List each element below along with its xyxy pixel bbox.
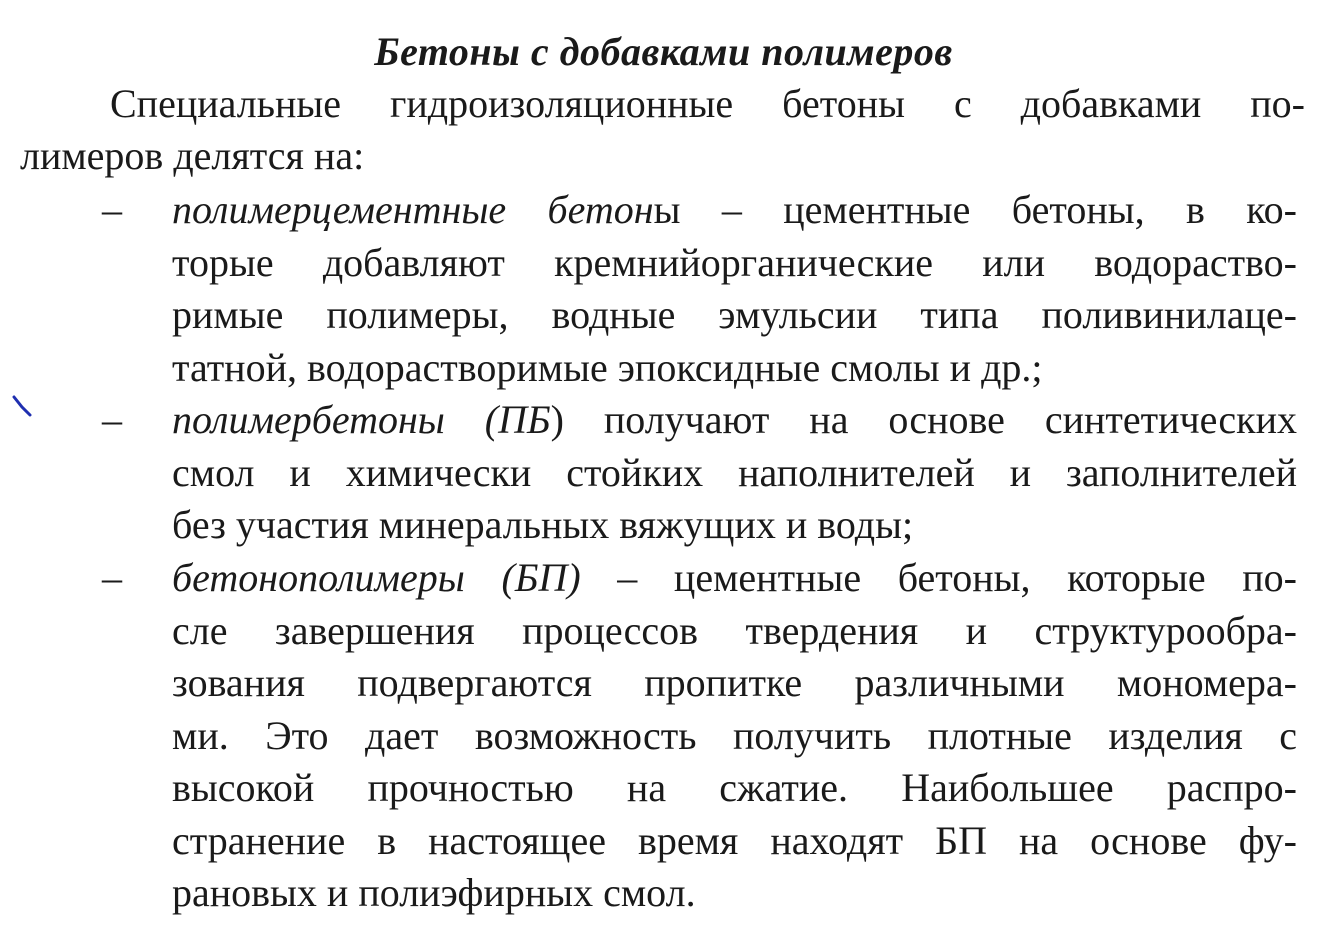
item-line-rest: цементные бетоны, которые по- [637,555,1297,600]
item-line: римые полимеры, водные эмульсии типа поливинилаце- [172,292,1297,337]
section-title: Бетоны с добавками полимеров [374,29,953,74]
list-item-text [172,394,1297,552]
item-line: рановых и полиэфирных смол. [172,870,696,915]
item-line: сле завершения процессов твердения и структурообра- [172,607,1297,653]
item-line: высокой прочностью на сжатие. Наибольшее распро- [172,765,1297,810]
item-first-line [172,184,1297,237]
term: полимербетоны (ПБ [172,397,551,442]
intro-line-2: лимеров делятся на: [20,133,365,178]
list-dash: – [102,555,122,600]
item-first-line [172,394,1297,447]
intro-line-1: Специальные гидроизоляционные бетоны с добавками по- [110,81,1305,126]
item-line-rest: ы – цементные бетоны, в ко- [653,187,1297,232]
item-line: странение в настоящее время находят БП на основе фу- [172,817,1297,863]
item-line: татной, водорастворимые эпоксидные смолы и др.; [172,344,1043,390]
term: бетонополимеры (БП) – [172,555,638,600]
list-item-text [172,552,1297,920]
item-line: ми. Это дает возможность получить плотные изделия с [172,712,1297,758]
list-dash: – [102,187,122,232]
item-line: смол и химически стойких наполнителей и заполнителей [172,449,1297,495]
pen-mark-icon [10,393,40,423]
list-dash: – [102,397,122,442]
item-line-rest: ) получают на основе синтетических [550,397,1297,442]
item-line: без участия минеральных вяжущих и воды; [172,502,914,547]
term: полимерцементные бетон [172,187,654,232]
intro-paragraph [20,78,1305,182]
item-first-line [172,552,1297,605]
item-line: торые добавляют кремнийорганические или водораство- [172,239,1297,285]
item-line: зования подвергаются пропитке различными мономера- [172,660,1297,705]
list-item-text [172,184,1297,394]
